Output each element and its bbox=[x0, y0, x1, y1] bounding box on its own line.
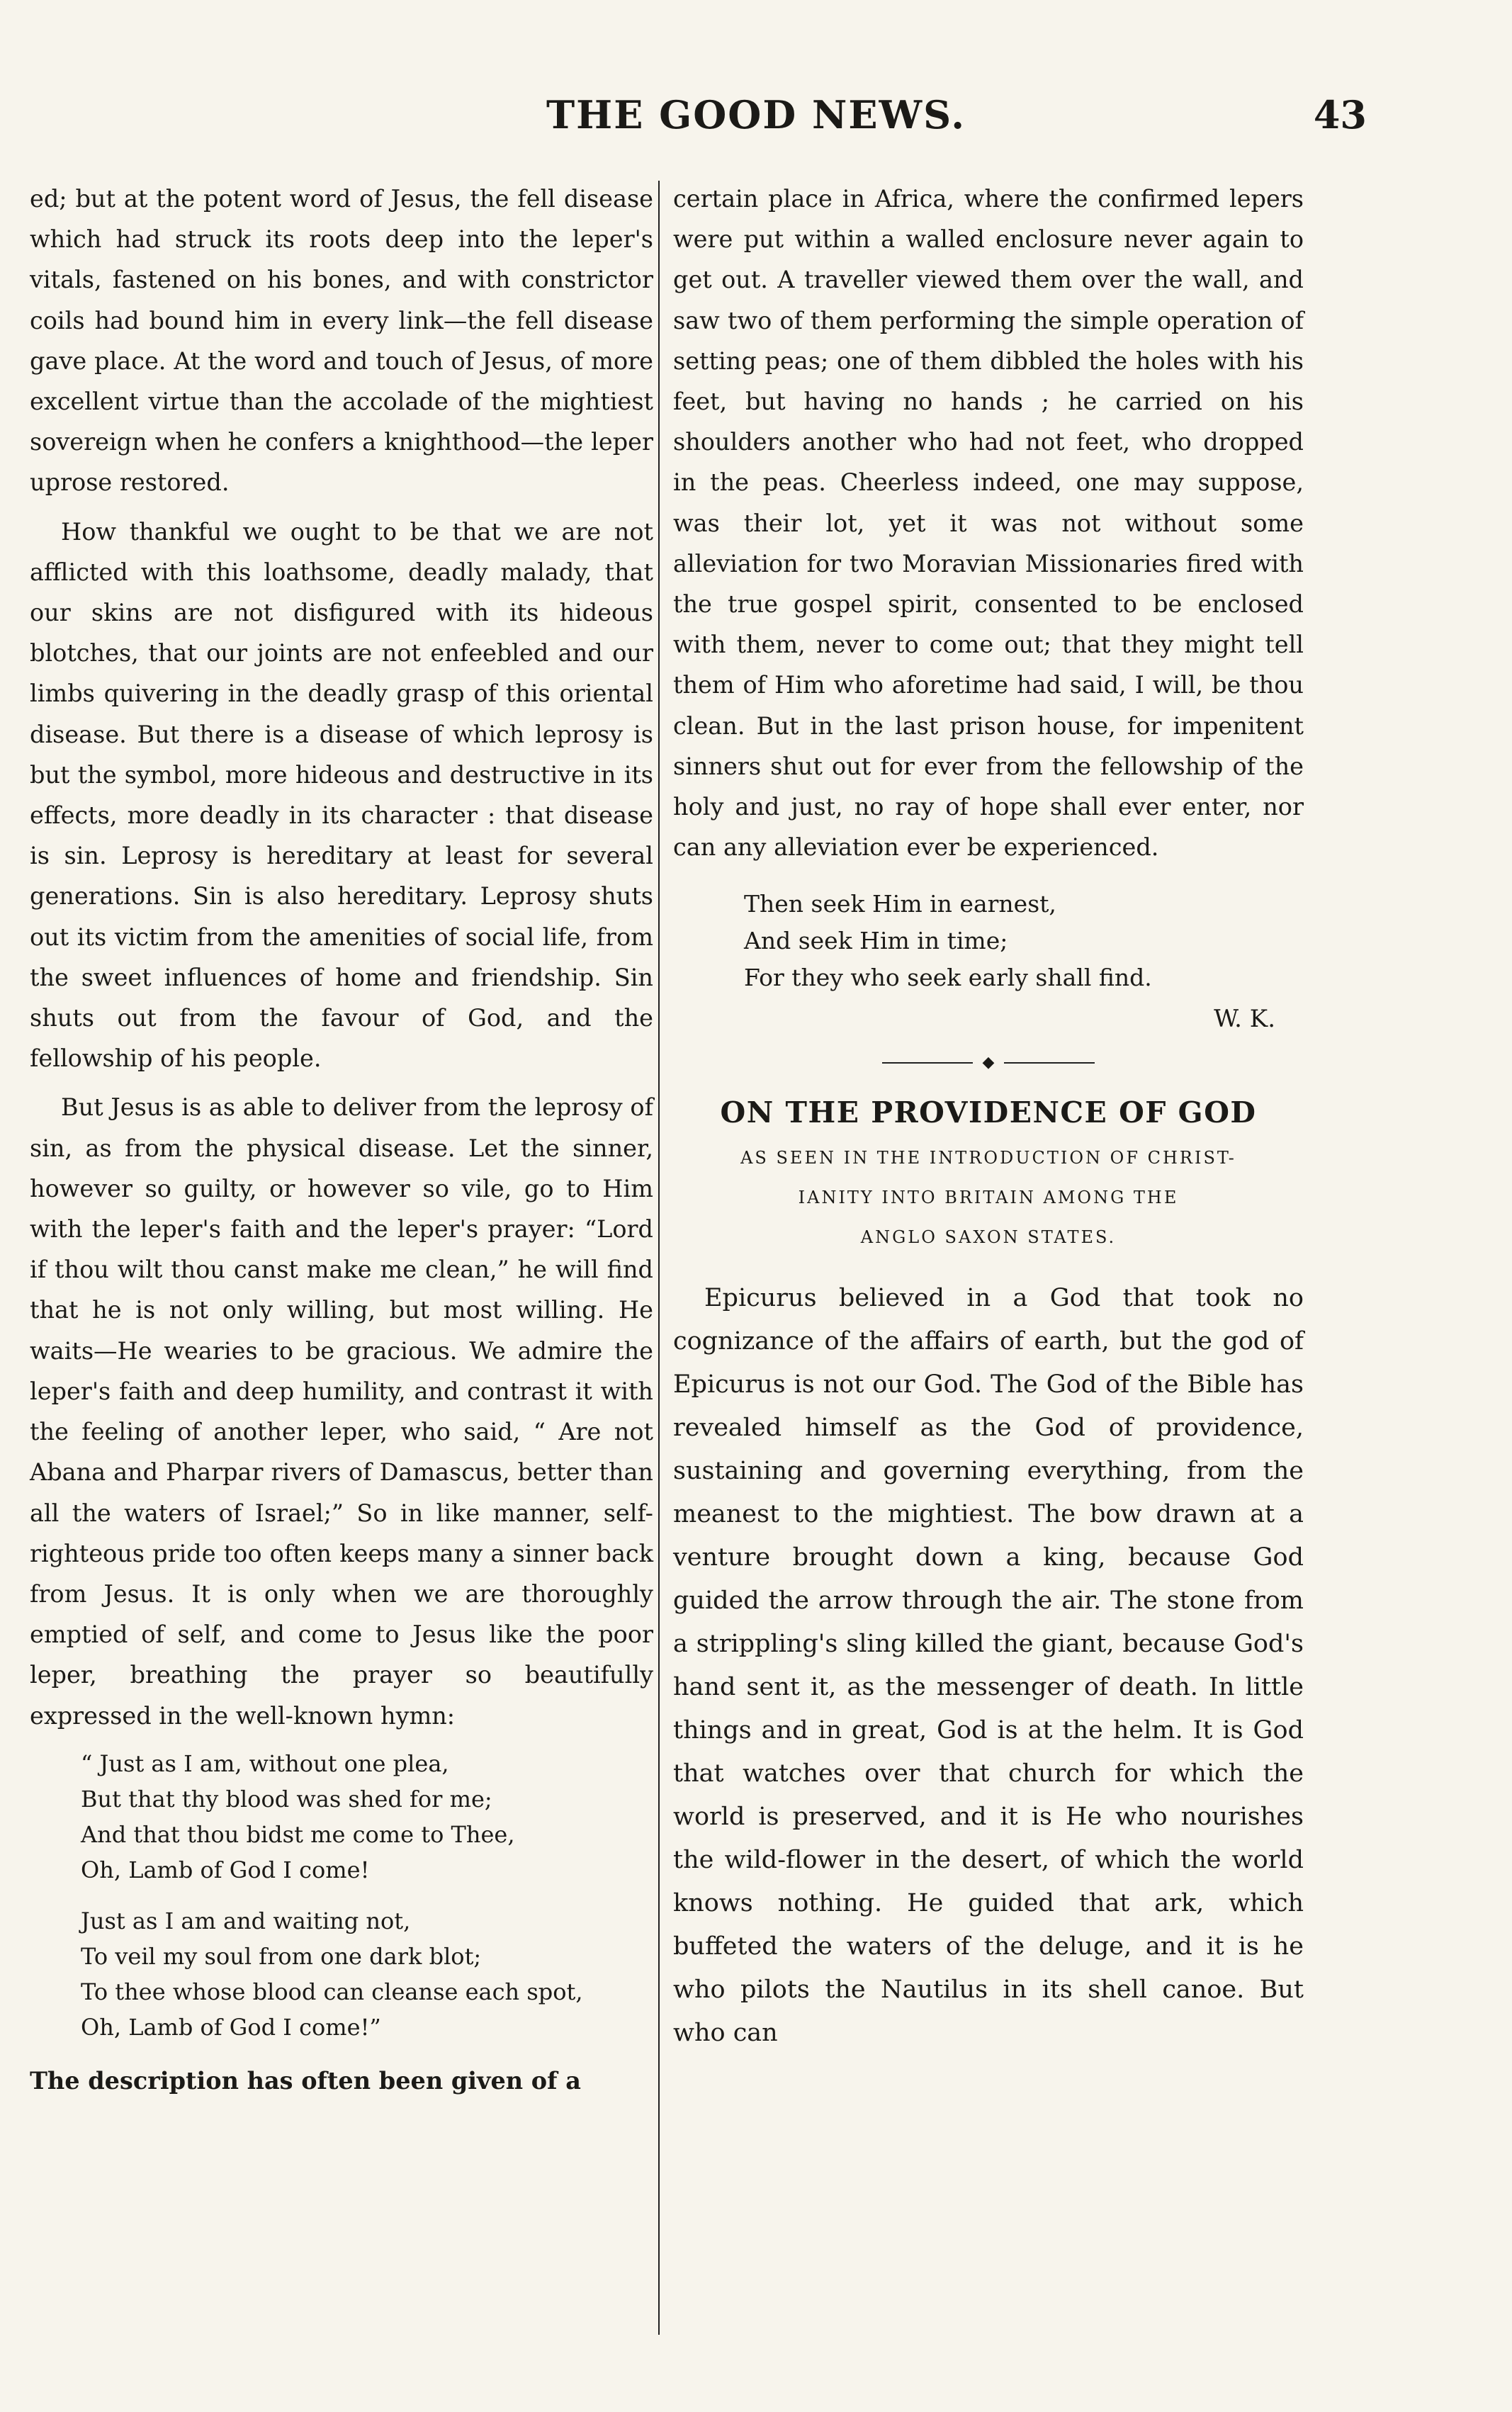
verse bbox=[744, 886, 1304, 996]
section-divider bbox=[882, 1054, 1095, 1071]
paragraph: certain place in Africa, where the confirmed lepers were put within a walled enclosure never again to get out. A traveller viewed them over the wall, and saw two of them performing the simple operation of setting peas; one of them dibbled the holes with his feet, but having no hands ; he carried on his shoulders another who had not feet, who dropped in the peas. Cheerless indeed, one may suppose, was their lot, yet it was not without some alleviation for two Moravian Missionaries fired with the true gospel spirit, consented to be enclosed with them, never to come out; that they might tell them of Him who aforetime had said, I will, be thou clean. But in the last prison house, for impenitent sinners shut out for ever from the fellowship of the holy and just, no ray of hope shall ever enter, nor can any alleviation ever be experienced. bbox=[673, 185, 1304, 862]
subheading-line: IANITY INTO BRITAIN AMONG THE bbox=[798, 1188, 1179, 1208]
verse-line: Then seek Him in earnest, bbox=[744, 890, 1056, 918]
hymn-line: To veil my soul from one dark blot; bbox=[81, 1942, 482, 1970]
right-column bbox=[673, 179, 1304, 2055]
paragraph-continuation: The description has often been given of a bbox=[30, 2066, 581, 2095]
hymn-line: To thee whose blood can cleanse each spot, bbox=[81, 1978, 583, 2005]
hymn-line: Oh, Lamb of God I come!” bbox=[81, 2013, 381, 2041]
verse-line: For they who seek early shall find. bbox=[744, 964, 1152, 992]
paragraph: How thankful we ought to be that we are not afflicted with this loathsome, deadly malady, that our skins are not disfigured with its hideous blotches, that our joints are not enfeebled and our limbs quivering in the deadly grasp of this oriental disease. But there is a disease of which leprosy is but the symbol, more hideous and destructive in its effects, more deadly in its character : that disease is sin. Leprosy is hereditary at least for several generations. Sin is also hereditary. Leprosy shuts out its victim from the amenities of social life, from the sweet influences of home and friendship. Sin shuts out from the favour of God, and the fellowship of his people. bbox=[30, 517, 653, 1073]
left-column bbox=[30, 179, 653, 2101]
hymn-stanza bbox=[81, 1903, 653, 2045]
subheading-line: ANGLO SAXON STATES. bbox=[860, 1227, 1117, 1248]
hymn-line: “ Just as I am, without one plea, bbox=[81, 1749, 449, 1777]
verse-line: And seek Him in time; bbox=[744, 927, 1008, 955]
paragraph: Epicurus believed in a God that took no cognizance of the affairs of earth, but the god of Epicurus is not our God. The God of the Bible has revealed himself as the God of providence, sustaining and governing everything, from the meanest to the mightiest. The bow drawn at a venture brought down a king, because God guided the arrow through the air. The stone from a strippling's sling killed the giant, because God's hand sent it, as the messenger of death. In little things and in great, God is at the helm. It is God that watches over that church for which the world is preserved, and it is He who nourishes the wild-flower in the desert, of which the world knows nothing. He guided that ark, which buffeted the waters of the deluge, and it is he who pilots the Nautilus in its shell canoe. But who can bbox=[673, 1284, 1304, 2048]
paragraph: ed; but at the potent word of Jesus, the fell disease which had struck its roots deep into the leper's vitals, fastened on his bones, and with constrictor coils had bound him in every link—the fell disease gave place. At the word and touch of Jesus, of more excellent virtue than the accolade of the mightiest sovereign when he confers a knighthood—the leper uprose restored. bbox=[30, 185, 653, 497]
subheading-line: AS SEEN IN THE INTRODUCTION OF CHRIST- bbox=[740, 1148, 1236, 1168]
hymn-line: Just as I am and waiting not, bbox=[81, 1907, 411, 1934]
column-divider bbox=[658, 181, 660, 2335]
page-header bbox=[0, 92, 1512, 156]
hymn-quote bbox=[30, 1746, 653, 2045]
running-title: THE GOOD NEWS. bbox=[546, 92, 966, 137]
hymn-line: And that thou bidst me come to Thee, bbox=[81, 1820, 515, 1848]
page-number: 43 bbox=[1313, 92, 1367, 137]
ornament-icon: ◆ bbox=[982, 1054, 995, 1072]
article-subheading bbox=[673, 1138, 1304, 1257]
hymn-stanza bbox=[81, 1746, 653, 1888]
paragraph: But Jesus is as able to deliver from the leprosy of sin, as from the physical disease. Let the sinner, however so guilty, or however so vile, go to Him with the leper's faith and the leper's prayer: “Lord if thou wilt thou canst make me clean,” he will find that he is not only willing, but most willing. He waits—He wearies to be gracious. We admire the leper's faith and deep humility, and contrast it with the feeling of another leper, who said, “ Are not Abana and Pharpar rivers of Damascus, better than all the waters of Israel;” So in like manner, self-righteous pride too often keeps many a sinner back from Jesus. It is only when we are thoroughly emptied of self, and come to Jesus like the poor leper, breathing the prayer so beautifully expressed in the well-known hymn: bbox=[30, 1093, 653, 1730]
author-signature: W. K. bbox=[1214, 1005, 1275, 1034]
article-heading: ON THE PROVIDENCE OF GOD bbox=[720, 1095, 1257, 1130]
hymn-line: Oh, Lamb of God I come! bbox=[81, 1856, 370, 1883]
hymn-line: But that thy blood was shed for me; bbox=[81, 1785, 492, 1813]
